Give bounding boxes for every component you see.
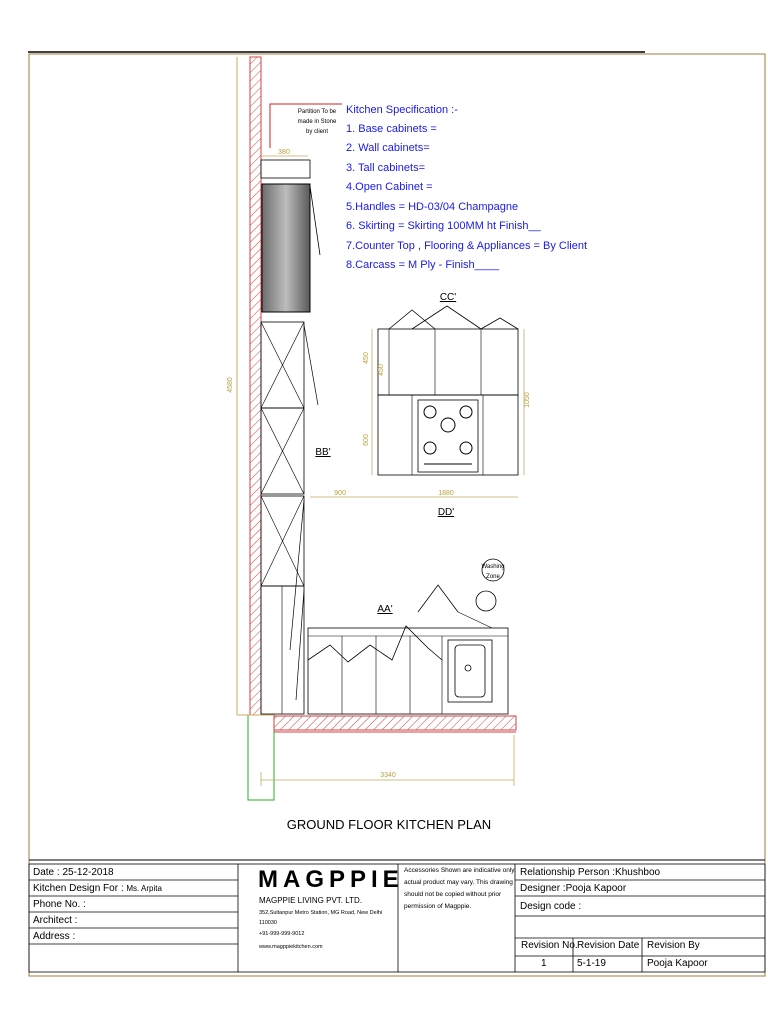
label-dd: DD': [437, 507, 455, 518]
bottom-wall: [274, 716, 516, 732]
title-address: Address :: [33, 931, 76, 942]
design-for-value: Ms. Arpita: [126, 884, 162, 893]
title-phone: Phone No. :: [33, 899, 86, 910]
partition-note: [270, 104, 342, 148]
company-address-2: 110030: [259, 920, 277, 926]
washing-zone-line-2: Zone: [486, 574, 500, 580]
kitchen-specification: [346, 104, 587, 271]
spec-item-7: 7.Counter Top , Flooring & Appliances = By Client: [346, 240, 588, 252]
spec-heading: Kitchen Specification :-: [346, 104, 458, 116]
dim-600: 600: [363, 434, 370, 446]
revision-by: Pooja Kapoor: [647, 958, 708, 969]
dim-1880: 1880: [438, 490, 454, 497]
title-design-for: [33, 883, 162, 894]
spec-item-2: 2. Wall cabinets=: [346, 142, 430, 154]
hob-elevation: [418, 400, 478, 472]
spec-item-5: 5.Handles = HD-03/04 Champagne: [346, 201, 519, 213]
label-bb: BB': [315, 447, 331, 458]
design-for-label: Kitchen Design For :: [33, 883, 127, 894]
company-phone: +91-999-999-9012: [259, 931, 305, 937]
designer: Designer :Pooja Kapoor: [520, 883, 627, 894]
dim-4580: 4580: [227, 377, 234, 393]
spec-item-3: 3. Tall cabinets=: [346, 162, 425, 174]
dim-450b: 450: [378, 364, 385, 376]
company-full-name: MAGPPIE LIVING PVT. LTD.: [259, 896, 362, 905]
dim-900: 900: [334, 490, 346, 497]
company-address-1: 352,Sultanpur Metro Station, MG Road, New Delhi: [259, 910, 383, 916]
company-logo-text: MAGPPIE: [258, 866, 404, 893]
disclaimer-1: Accessories Shown are indicative only,: [404, 867, 516, 874]
spec-item-6: 6. Skirting = Skirting 100MM ht Finish__: [346, 220, 541, 232]
base-cabinets-plan: [308, 559, 508, 714]
dim-3340-line: [261, 735, 514, 786]
dim-450: 450: [363, 352, 370, 364]
dim-3340: 3340: [380, 772, 396, 779]
title-date: Date : 25-12-2018: [33, 867, 114, 878]
washing-zone-line-1: Washing: [481, 564, 505, 570]
elevation-cc: [310, 292, 531, 518]
washing-zone-circle: [476, 591, 496, 611]
dim-380: 380: [278, 149, 290, 156]
spec-item-4: 4.Open Cabinet =: [346, 181, 433, 193]
partition-note-line-1: Partition To be: [297, 109, 337, 115]
left-cabinet-column: [227, 149, 320, 714]
revision-date: 5-1-19: [577, 958, 606, 969]
relationship-person: Relationship Person :Khushboo: [520, 867, 661, 878]
revision-header-no: Revision No.: [521, 940, 578, 951]
refrigerator: [262, 184, 310, 312]
revision-header-date: Revision Date: [577, 940, 640, 951]
design-code: Design code :: [520, 901, 582, 912]
spec-item-1: 1. Base cabinets =: [346, 123, 437, 135]
disclaimer-4: permission of Magppie.: [404, 903, 472, 910]
partition-note-line-3: by client: [305, 129, 329, 135]
dim-1050: 1050: [524, 392, 531, 408]
partition-wall: [237, 57, 274, 800]
label-cc: CC': [439, 292, 457, 303]
title-architect: Architect :: [33, 915, 78, 926]
partition-note-line-2: made in Stone: [297, 119, 337, 125]
spec-item-8: 8.Carcass = M Ply - Finish____: [346, 259, 500, 271]
disclaimer-2: actual product may vary. This drawing: [404, 879, 513, 886]
drawing-title: GROUND FLOOR KITCHEN PLAN: [286, 817, 492, 832]
label-aa: AA': [377, 604, 393, 615]
revision-no: 1: [541, 958, 547, 969]
company-web: www.magppiekitchen.com: [259, 944, 323, 950]
disclaimer-3: should not be copied without prior: [404, 891, 502, 898]
revision-header-by: Revision By: [647, 940, 700, 951]
